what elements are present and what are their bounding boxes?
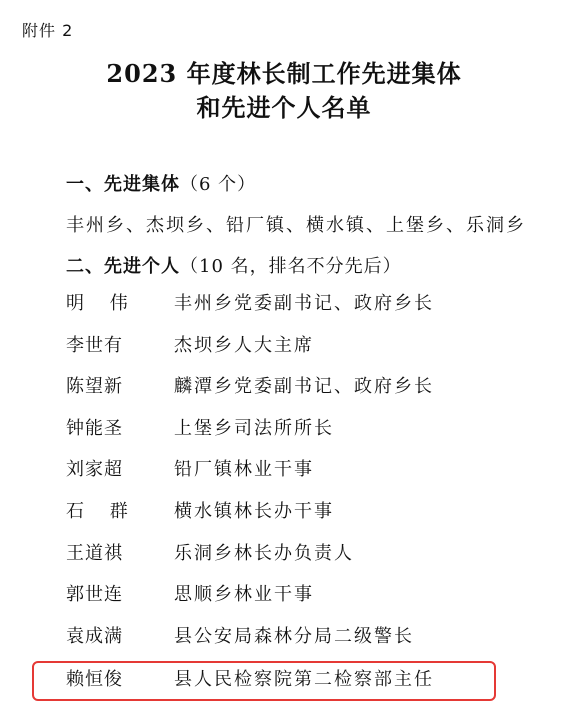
person-name: 袁成满 <box>66 626 123 647</box>
section-heading-note: （6 个） <box>180 174 257 195</box>
person-title: 丰州乡党委副书记、政府乡长 <box>174 293 434 314</box>
person-name: 李世有 <box>66 335 123 356</box>
person-name: 郭世连 <box>66 584 123 605</box>
section-heading-note: （10 名，排名不分先后） <box>180 256 402 277</box>
person-title: 思顺乡林业干事 <box>174 584 314 605</box>
person-name: 刘家超 <box>66 459 123 480</box>
section-heading-collectives <box>66 170 256 196</box>
person-title: 县公安局森林分局二级警长 <box>174 626 414 647</box>
person-name: 赖恒俊 <box>66 669 123 690</box>
section-heading-individuals <box>66 252 402 278</box>
document-title-line-2: 和先进个人名单 <box>196 93 372 122</box>
person-name: 明 伟 <box>66 293 138 314</box>
person-title: 麟潭乡党委副书记、政府乡长 <box>174 376 434 397</box>
person-title: 县人民检察院第二检察部主任 <box>174 669 434 690</box>
document-title-line-1: 2023 年度林长制工作先进集体 <box>106 59 462 88</box>
section-heading-text: 一、先进集体 <box>66 174 180 195</box>
highlight-box <box>32 661 496 701</box>
person-title: 上堡乡司法所所长 <box>174 418 334 439</box>
attachment-label: 附件 2 <box>22 21 74 40</box>
collective-list: 丰州乡、杰坝乡、铅厂镇、横水镇、上堡乡、乐洞乡 <box>66 215 526 236</box>
person-name: 陈望新 <box>66 376 123 397</box>
person-name: 王道祺 <box>66 543 123 564</box>
person-title: 铅厂镇林业干事 <box>174 459 314 480</box>
person-title: 杰坝乡人大主席 <box>174 335 314 356</box>
person-name: 钟能圣 <box>66 418 123 439</box>
person-name: 石 群 <box>66 501 138 522</box>
person-title: 横水镇林长办干事 <box>174 501 334 522</box>
section-heading-text: 二、先进个人 <box>66 256 180 277</box>
person-title: 乐洞乡林长办负责人 <box>174 543 354 564</box>
